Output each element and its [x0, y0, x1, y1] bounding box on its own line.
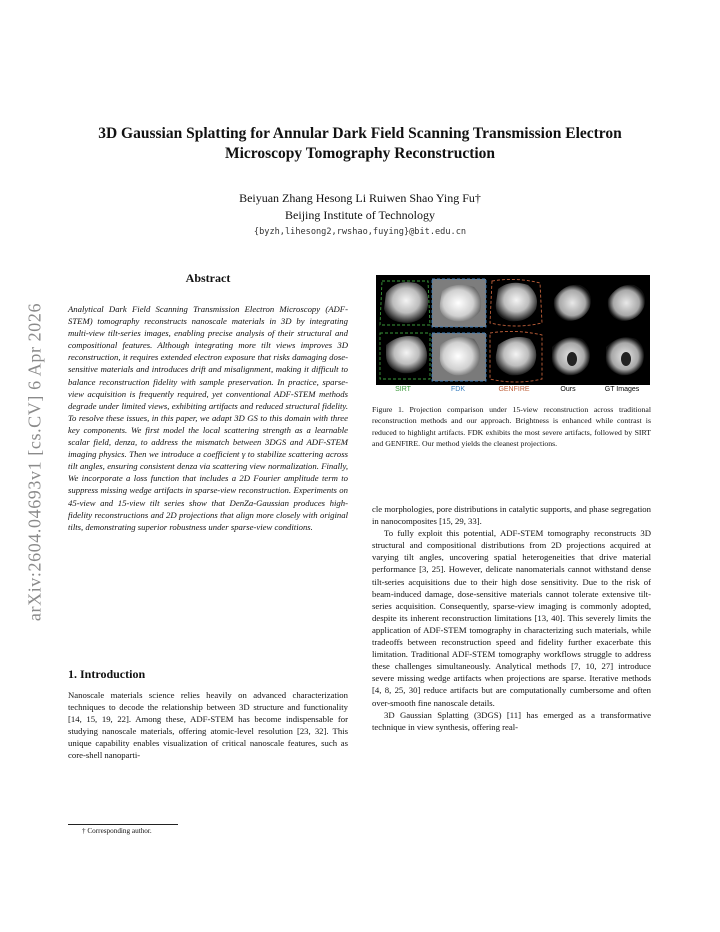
ours-projection-top: [554, 285, 591, 321]
footnote-rule: [68, 824, 178, 825]
figure-label-genfire: GENFIRE: [498, 386, 530, 393]
sirt-projection-top: [380, 281, 430, 325]
figure-label-gt: GT Images: [604, 386, 640, 393]
genfire-projection-bottom: [490, 331, 542, 382]
author-emails: {byzh,lihesong2,rwshao,fuying}@bit.edu.cn: [253, 227, 467, 237]
paper-title: 3D Gaussian Splatting for Annular Dark Field Scanning Transmission Electron Microscopy Tomography Reconstruction: [98, 125, 622, 162]
gt-projection-top: [608, 285, 645, 321]
footnote: † Corresponding author.: [82, 827, 152, 835]
intro-body: Nanoscale materials science relies heavily on advanced characterization techniques to decode the relationship between 3D structure and functionality [14, 15, 19, 22]. Among these, ADF-STEM has become indispensable for studying nanoscale materials, offering atomic-level resolution [23, 32]. This unique capability enables visualization of critical nanoscale features, such as core-shell nanoparti-: [68, 690, 348, 761]
right-paragraph-3: 3D Gaussian Splatting (3DGS) [11] has emerged as a transformative technique in view synthesis, offering real-: [372, 709, 651, 732]
fdk-projection-bottom: [432, 333, 486, 381]
author-list: Beiyuan Zhang Hesong Li Ruiwen Shao Ying Fu†: [239, 191, 481, 205]
ours-projection-bottom: [552, 337, 590, 375]
figure-label-ours: Ours: [560, 386, 576, 393]
sirt-projection-bottom: [380, 333, 430, 379]
right-column-body: [372, 503, 651, 733]
fdk-projection-top: [432, 279, 486, 327]
intro-heading: 1. Introduction: [68, 667, 146, 681]
right-paragraph-2: To fully exploit this potential, ADF-STEM tomography reconstructs 3D structural and compositional distributions from 2D projections acquired at varying tilt angles, uncovering spatial heterogeneities that drive material performance [3, 25]. However, delicate nanomaterials cannot withstand dense tilt-series acquisitions due to their high dose sensitivity. Due to the risk of beam-induced damage, dose-sensitive materials cannot tolerate extensive tilt-series acquisition. Consequently, sparse-view imaging is commonly adopted, despite its inherent reconstruction limitations [13, 40]. This severely limits the application of ADF-STEM tomography in characterizing such materials, while tradeoffs between reconstruction speed and fidelity further exacerbate this limitation. Traditional ADF-STEM tomography workflows struggle to address these challenges simultaneously. Analytical methods [7, 10, 27] introduce severe missing wedge artifacts when projections are sparse. Iterative methods [4, 8, 25, 30] reduce artifacts but are computationally cumbersome and often over-smooth fine nanoscale details.: [372, 528, 651, 708]
figure-label-fdk: FDK: [451, 386, 465, 393]
abstract-body: Analytical Dark Field Scanning Transmission Electron Microscopy (ADF-STEM) tomography reconstructs nanoscale materials in 3D by integrating multi-view tilt-series images, enabling precise analysis of their structural and compositional features. Although integrating more tilt views improves 3D reconstruction, it requires extended electron exposure that risks damaging dose-sensitive materials and introduces drift and misalignment, making it difficult to balance reconstruction fidelity with sample preservation. In practice, sparse-view acquisition is frequently required, yet conventional ADF-STEM methods degrade under limited views, exhibiting artifacts and reduced structural fidelity. To resolve these issues, in this paper, we adapt 3D GS to this domain with three key components. We first model the local scattering strength as a learnable scalar field, denza, to address the mismatch between 3DGS and ADF-STEM imaging physics. Then we introduce a coefficient γ to stabilize scattering across tilt angles, ensuring consistent denza via scattering view normalization. Finally, We incorporate a loss function that includes a 2D Fourier amplitude term to suppress missing wedge artifacts in sparse-view reconstruction. Experiments on 45-view and 15-view tilt series show that DenZa-Gaussian produces high-fidelity reconstructions and 2D projections that align more closely with original tilts, demonstrating superior robustness under sparse-view conditions.: [68, 304, 348, 532]
right-paragraph-1: cle morphologies, pore distributions in catalytic supports, and phase segregation in nanocomposites [15, 29, 33].: [372, 504, 651, 527]
projection-grid: [376, 275, 650, 385]
gt-projection-bottom: [606, 337, 644, 375]
arxiv-sidebar: [20, 262, 50, 662]
arxiv-identifier: arXiv:2604.04693v1 [cs.CV] 6 Apr 2026: [24, 302, 45, 622]
figure-1-image: [376, 275, 650, 385]
figure-1-caption: Figure 1. Projection comparison under 15-view reconstruction across traditional reconstruction methods and our approach. Brightness is enhanced while contrast is reduced to highlight artifacts. FDK exhibits the most severe artifacts, followed by SIRT and GENFIRE. Our method yields the cleanest projections.: [372, 405, 651, 448]
genfire-projection-top: [490, 279, 542, 326]
abstract-heading: Abstract: [185, 271, 231, 285]
affiliation: Beijing Institute of Technology: [285, 208, 435, 222]
figure-label-sirt: SIRT: [395, 386, 411, 393]
